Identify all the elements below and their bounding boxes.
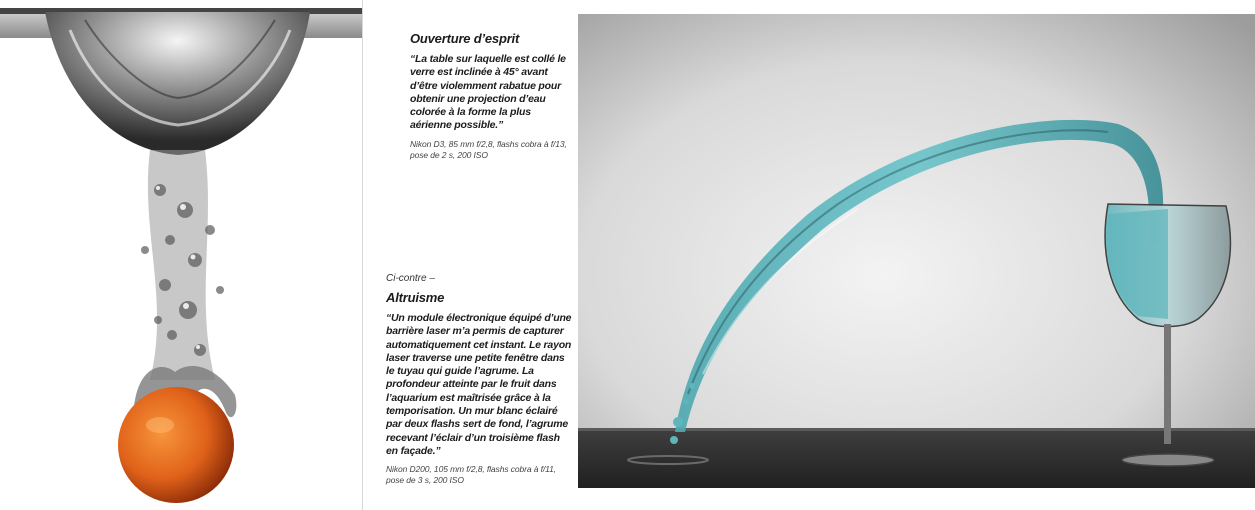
caption-kicker: Ci-contre – xyxy=(386,273,435,284)
caption-title: Altruisme xyxy=(386,290,445,305)
water-arc-glass-photo xyxy=(578,14,1255,488)
caption-altruisme xyxy=(386,273,572,486)
caption-title: Ouverture d’esprit xyxy=(410,31,520,46)
orange-splash-photo xyxy=(0,0,362,510)
caption-quote: “Un module électronique équipé d’une barrière laser m’a permis de capturer automatiquement cet instant. Le rayon laser traverse une petite fenêtre dans le tuyau qui guide l’agrume. La profondeur atteinte par le fruit dans l’aquarium est maîtrisée grâce à la temporisation. Un mur blanc éclairé par deux flashs sert de fond, l’agrume recevant l’éclair d’un troisième flash en façade.” xyxy=(386,312,572,457)
caption-credit: Nikon D200, 105 mm f/2,8, flashs cobra à f/11, pose de 3 s, 200 ISO xyxy=(386,464,557,486)
caption-ouverture xyxy=(410,31,575,161)
caption-credit: Nikon D3, 85 mm f/2,8, flashs cobra à f/13, pose de 2 s, 200 ISO xyxy=(410,138,567,160)
page-gutter-divider xyxy=(362,0,363,510)
caption-quote: “La table sur laquelle est collé le verre est inclinée à 45° avant d’être violemment rabatue pour obtenir une projection d’eau colorée à la forme la plus aérienne possible.” xyxy=(410,53,566,132)
